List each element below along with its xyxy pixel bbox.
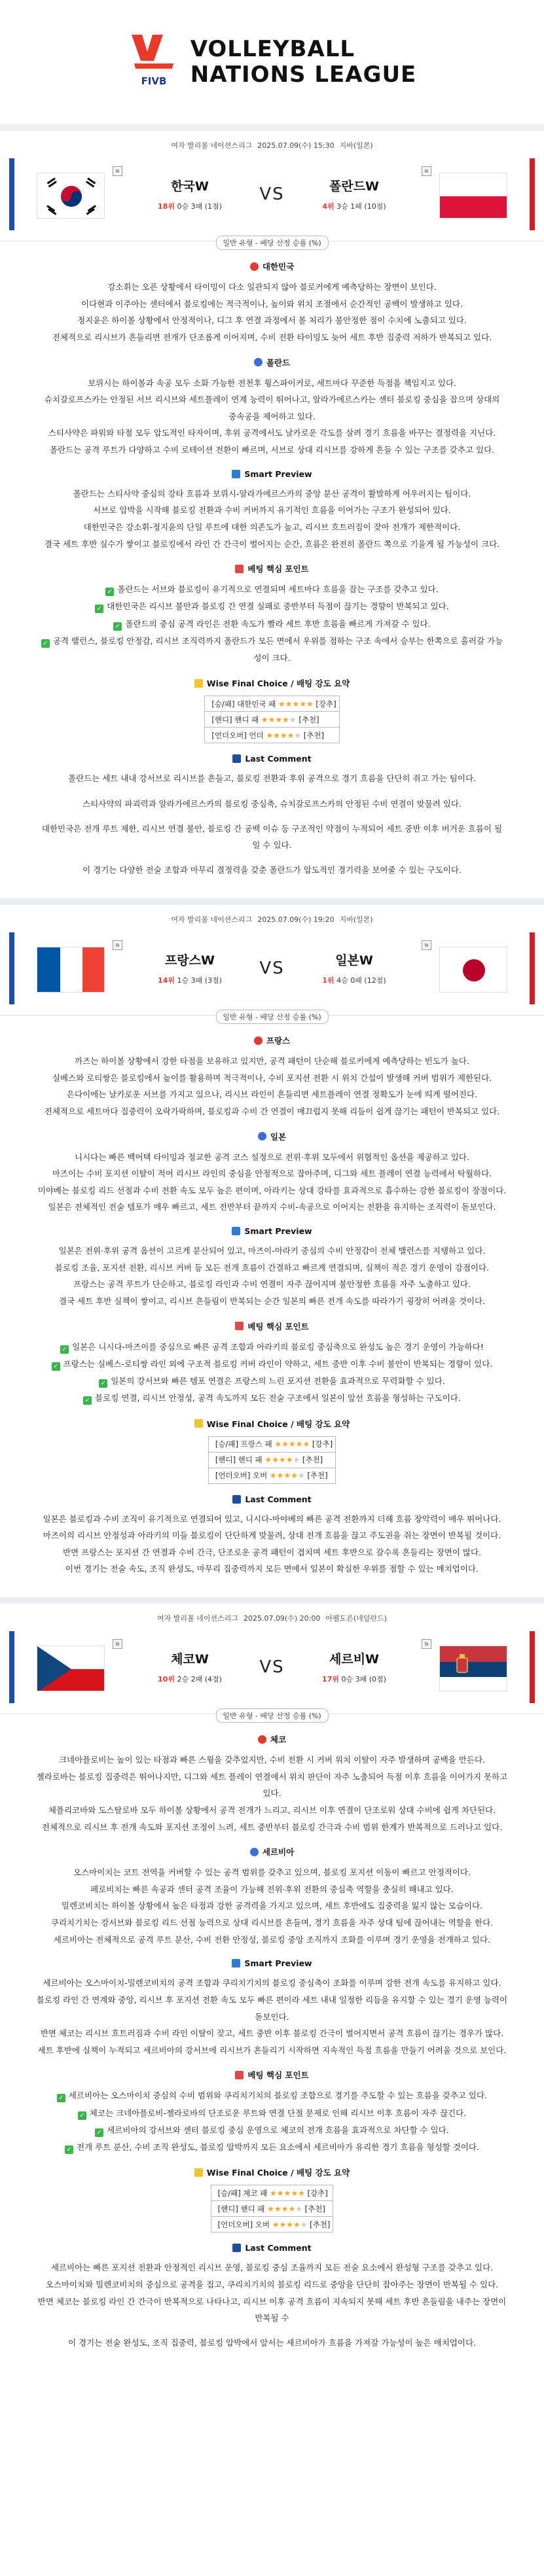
point-line: 일본의 강서브와 빠른 템포 연결은 프랑스의 느린 포지션 전환을 효과적으로 무력화할 수 있다. (111, 1376, 445, 1386)
check-icon: ✓ (95, 2128, 103, 2137)
comment-line: 이 경기는 전술 완성도, 조직 집중력, 블로킹 압박에서 앞서는 세르비아가 흐름을 가져갈 가능성이 높은 매치업이다. (68, 2338, 476, 2348)
away-team[interactable] (282, 951, 426, 985)
analysis-line: 체플리코바와 도스탈로바 모두 하이볼 상황에서 공격 전개가 느리고, 리시브 이후 연결이 단조로워 상대 수비에 쉽게 차단된다. (48, 1805, 496, 1815)
choice-icon (194, 679, 203, 688)
match-list (0, 131, 544, 2352)
points-title: 베팅 핵심 포인트 (247, 2070, 309, 2081)
match-venue: 지바(일본) (339, 141, 373, 150)
away-analysis (0, 357, 544, 459)
home-analysis-title: 체코 (270, 1735, 287, 1744)
choice-key: [승/패] 프랑스 패 (215, 1439, 272, 1449)
star-icon: ★ (295, 2204, 302, 2214)
analysis-line: 중속공을 제어하고 있다. (228, 411, 316, 421)
league-name: 여자 발리볼 네이션스리그 (157, 1614, 238, 1623)
away-team-name: 폴란드W (329, 179, 380, 194)
choice-table (211, 2185, 334, 2232)
analysis-line: 니시다는 빠른 백어택 타이밍과 정교한 공격 코스 설정으로 전위·후위 모두에서 위협적인 옵션을 제공하고 있다. (75, 1152, 469, 1162)
comment-line: 스티사약의 파괴력과 알라가에르스카의 블로킹 중심축, 슈치갈로프스카의 안정된 수비 연결이 맞물려 있다. (82, 798, 462, 809)
away-record: 0승 3패 (0점) (341, 1675, 386, 1684)
separator (0, 1597, 544, 1604)
choice-key: [언더오버] 언더 (211, 730, 264, 740)
table-row (211, 2217, 333, 2232)
analysis-line: 실베스와 로티쌍은 블로킹에서 높이를 활용하며 적극적이나, 수비 포지션 전환 시 위치 간섭이 발생해 커버 범위가 제한된다. (52, 1072, 492, 1083)
star-icon: ★ (276, 2188, 284, 2198)
svg-text:FIVB: FIVB (141, 75, 167, 87)
star-icon: ★ (295, 1439, 303, 1449)
analysis-line: 강소휘는 오픈 상황에서 타이밍이 다소 일관되지 않아 블로커에게 예측당하는 장면이 보인다. (107, 282, 437, 292)
check-icon: ✓ (105, 588, 114, 596)
choice-tag: [추천] (310, 2219, 331, 2229)
home-analysis (0, 1733, 544, 1835)
preview-icon (232, 1959, 240, 1967)
star-icon: ★ (261, 715, 268, 724)
comment-title: Last Comment (245, 2243, 312, 2253)
analysis-line: 마즈이는 수비 포지션 이탈이 적어 리시브 라인의 중심을 안정적으로 잡아주며, 디그와 세트 플레이 연결 능력에서 탁월하다. (52, 1169, 492, 1179)
star-icon: ★ (283, 2188, 291, 2198)
analysis-line: 젤라로바는 블로킹 집중력은 뛰어나지만, 디그와 세트 플레이 연결에서 위치 판단이 자주 노출되어 득점 이후 흐름을 이어가지 못하고 있다. (36, 1771, 508, 1799)
star-icon: ★ (287, 730, 295, 740)
away-team[interactable] (282, 1650, 426, 1684)
smart-preview (0, 469, 544, 553)
comment-icon (232, 754, 241, 763)
away-analysis (0, 1846, 544, 1948)
analysis-line: 슈치갈로프스카는 안정된 서브 리시브와 세트플레이 연계 능력이 뛰어나고, 알라가에르스카는 센터 블로킹 중심을 잡으며 상대의 (44, 395, 500, 405)
away-team-name: 세르비W (329, 1652, 380, 1667)
preview-line: 서브로 압박을 시작해 블로킹 전환과 수비 커버까지 유기적인 흐름을 이어가는 구조가 완성되어 있다. (93, 505, 451, 516)
match-date: 2025.07.09(수) 15:30 (257, 141, 335, 150)
choice-tag: [추천] (299, 715, 319, 724)
vs-label: VS (259, 185, 285, 204)
star-icon: ★ (270, 2188, 277, 2198)
choice-key: [언더오버] 오버 (215, 1471, 268, 1480)
star-icon: ★ (288, 1439, 296, 1449)
point-line: 체코는 크네아플로비-젤라로바의 단조로운 루트와 연결 단절 문제로 인해 리시브 이후 흐름이 자주 끊긴다. (89, 2108, 467, 2118)
comment-line: 반면 프랑스는 포지션 간 연결과 수비 간극, 단조로운 공격 패턴이 겹치며 세트 후반으로 갈수록 흔들리는 장면이 많다. (62, 1547, 482, 1557)
point-line: 전개 루트 분산, 수비 조직 완성도, 블로킹 압박까지 모든 요소에서 세르비아가 유리한 경기 흐름을 형성할 것이다. (77, 2142, 479, 2153)
odds-pill (0, 1015, 544, 1024)
star-icon: ★ (293, 2219, 300, 2229)
comment-line (33, 787, 511, 796)
star-icon: ★ (291, 2188, 299, 2198)
betting-points (0, 563, 544, 667)
away-rank: 1위 (322, 976, 335, 985)
team-icon (258, 1735, 266, 1744)
team-icon (254, 1036, 263, 1045)
choice-tag: [추천] (302, 1455, 323, 1464)
match-venue: 아펠도른(네덜란드) (325, 1614, 387, 1623)
choice-title: Wise Final Choice / 배팅 강도 요약 (206, 679, 350, 689)
comment-title: Last Comment (245, 754, 312, 764)
away-record: 4승 0패 (12점) (336, 976, 386, 985)
away-team-name: 일본W (335, 953, 373, 968)
star-icon: ★ (273, 730, 280, 740)
choice-key: [언더오버] 오버 (217, 2219, 270, 2229)
vs-label: VS (259, 959, 285, 978)
check-icon: ✓ (52, 1362, 60, 1371)
home-badge-icon: ⧉ (113, 1639, 122, 1649)
away-analysis (0, 1131, 544, 1216)
vnl-logo-text (190, 37, 417, 88)
preview-icon (232, 1227, 240, 1235)
point-icon (235, 565, 244, 573)
points-title: 베팅 핵심 포인트 (247, 564, 309, 574)
choice-tag: [강추] (312, 1439, 333, 1449)
league-name: 여자 발리볼 네이션스리그 (171, 915, 253, 924)
choice-key: [핸디] 핸디 패 (211, 715, 259, 724)
betting-points (0, 2069, 544, 2156)
table-row (211, 2201, 333, 2217)
star-icon: ★ (285, 699, 293, 709)
star-icon: ★ (267, 2204, 274, 2214)
comment-icon (232, 2244, 241, 2252)
analysis-line: 보뤼시는 하이볼과 속공 모두 소화 가능한 전천후 윙스파이커로, 세트마다 꾸준한 득점을 책임지고 있다. (88, 378, 456, 388)
check-icon: ✓ (113, 622, 122, 631)
comment-line: 이 경기는 다양한 전술 조합과 마무리 결정력을 갖춘 폴란드가 압도적인 경기력을 보여줄 수 있는 구도이다. (82, 865, 462, 875)
star-icon: ★ (297, 1471, 305, 1480)
home-badge-icon: ⧉ (113, 940, 122, 950)
match-venue: 지바(일본) (339, 915, 373, 924)
choice-key: [승/패] 대한민국 패 (211, 699, 276, 709)
analysis-line: 전체적으로 세트마다 집중력이 오락가락하며, 블로킹과 수비 간 연결이 매끄럽지 못해 리듬이 쉽게 끊기는 패턴이 반복되고 있다. (44, 1106, 500, 1116)
odds-pill (0, 241, 544, 250)
comment-line: 이번 경기는 전술 속도, 조직 완성도, 마무리 집중력까지 모든 면에서 일본이 확실한 우위를 점할 수 있는 매치업이다. (65, 1564, 479, 1574)
comment-line (33, 812, 511, 820)
check-icon: ✓ (60, 1345, 69, 1354)
star-icon: ★ (266, 730, 274, 740)
separator (0, 898, 544, 905)
star-icon: ★ (268, 715, 276, 724)
preview-title: Smart Preview (244, 1958, 312, 1969)
point-icon (235, 2071, 244, 2079)
point-line: 폴란드는 서브와 블로킹이 유기적으로 연결되며 세트마다 흐름을 잡는 구조를 갖추고 있다. (117, 584, 439, 595)
comment-line: 세르비아는 빠른 포지션 전환과 안정적인 리시브 운영, 블로킹 중심 조율까지 모든 전술 요소에서 완성형 구조를 갖추고 있다. (50, 2263, 494, 2273)
choice-tag: [추천] (303, 730, 324, 740)
analysis-line: 전체적으로 리시브가 흔들리면 전개가 단조롭게 이어지며, 수비 전환 타이밍도 늦어 세트 후반 집중력 저하가 반복되고 있다. (52, 332, 492, 342)
point-line: 공격 밸런스, 블로킹 안정감, 리시브 조직력까지 폴란드가 모든 면에서 우위를 점하는 구조 속에서 승부는 한쪽으로 흘러갈 가능성이 크다. (52, 635, 503, 663)
analysis-line: 폴란드는 공격 루트가 다양하고 수비 로테이션 전환이 빠르며, 서브로 상대 리시브를 강하게 흔들 수 있는 구조를 갖추고 있다. (49, 445, 495, 455)
star-icon: ★ (279, 2219, 287, 2229)
analysis-line: 스티사약은 파워와 타점 모두 압도적인 타자이며, 후위 공격에서도 날카로운 각도를 살려 경기 흐름을 바꾸는 결정력을 지닌다. (48, 428, 496, 438)
table-row (205, 728, 339, 743)
check-icon: ✓ (78, 2111, 86, 2120)
star-icon: ★ (269, 1471, 277, 1480)
choice-tag: [강추] (316, 699, 336, 709)
table-row (208, 1436, 335, 1452)
match-meta (0, 140, 544, 150)
away-badge-icon: ⧉ (422, 940, 431, 950)
star-icon: ★ (299, 699, 306, 709)
final-choice (0, 2166, 544, 2232)
choice-title: Wise Final Choice / 배팅 강도 요약 (206, 1419, 350, 1429)
team-icon (254, 358, 263, 366)
away-record: 3승 1패 (10점) (336, 202, 386, 211)
star-icon: ★ (294, 730, 302, 740)
choice-tag: [추천] (307, 1471, 328, 1480)
analysis-line: 이다현과 이주아는 센터에서 블로킹에는 적극적이나, 높이와 위치 조절에서 순간적인 공백이 발생하고 있다. (81, 298, 463, 309)
point-line: 대한민국은 리시브 불안과 블로킹 간 연결 실패로 중반부터 득점이 끊기는 경향이 반복되고 있다. (107, 601, 449, 612)
star-icon: ★ (281, 2204, 289, 2214)
star-icon: ★ (300, 2219, 308, 2229)
star-icon: ★ (278, 1455, 286, 1464)
star-icon: ★ (298, 2188, 305, 2198)
preview-line: 세르비아는 오스마이치-밀렌코비치의 공격 조합과 쿠리치기치의 블로킹 중심축이 조화를 이루며 강한 전개 속도를 유지하고 있다. (43, 1978, 501, 1988)
teams-row (0, 931, 544, 1003)
site-header (0, 0, 544, 124)
choice-table (204, 696, 339, 743)
teams-row (0, 1630, 544, 1702)
home-team-name: 체코W (171, 1652, 209, 1667)
match-card (0, 131, 544, 879)
star-icon: ★ (272, 2219, 280, 2229)
logo-line-1: VOLLEYBALL (190, 35, 355, 62)
choice-key: [승/패] 체코 패 (217, 2188, 268, 2198)
choice-tag: [강추] (307, 2188, 328, 2198)
smart-preview (0, 1958, 544, 2058)
preview-line: 대한민국은 강소휘-정지윤의 단일 루트에 대한 의존도가 높고, 리시브 흐트러짐이 잦아 전개가 제한적이다. (83, 521, 461, 532)
preview-line: 결국 세트 후반 실수가 쌓이고 블로킹에서 라인 간 간극이 벌어지는 순간, 흐름은 완전히 폴란드 쪽으로 기울게 될 가능성이 크다. (44, 538, 500, 549)
team-icon (250, 262, 259, 271)
star-icon: ★ (264, 1455, 272, 1464)
analysis-line: 세르비아는 전체적으로 공격 루트 분산, 수비 전환 안정성, 블로킹 중앙 조직까지 조화를 이루며 경기 운영을 전개하고 있다. (53, 1934, 491, 1945)
star-icon: ★ (275, 715, 283, 724)
league-name: 여자 발리볼 네이션스리그 (171, 141, 253, 150)
choice-title: Wise Final Choice / 배팅 강도 요약 (206, 2168, 350, 2178)
point-line: 블로킹 연결, 리시브 안정성, 공격 속도까지 모든 전술 구조에서 일본이 앞선 흐름을 형성하는 구도이다. (95, 1393, 461, 1403)
last-comment (0, 754, 544, 879)
star-icon: ★ (293, 1455, 300, 1464)
star-icon: ★ (292, 699, 300, 709)
separator (0, 124, 544, 131)
odds-pill (0, 1714, 544, 1723)
preview-line: 폴란드는 스티사약 중심의 강타 흐름과 보뤼시-알라가에르스카의 중앙 분산 공격이 활발하게 어우러지는 팀이다. (73, 488, 471, 499)
away-analysis-title: 일본 (270, 1131, 287, 1142)
point-icon (235, 1322, 244, 1330)
choice-key: [핸디] 핸디 패 (215, 1455, 263, 1464)
check-icon: ✓ (99, 1379, 107, 1388)
team-icon (250, 1848, 259, 1856)
preview-line: 반면 체코는 리시브 흐트러짐과 수비 라인 이탈이 잦고, 세트 중반 이후 블로킹 간극이 벌어지면서 공격 흐름이 끊기는 경우가 많다. (40, 2028, 504, 2039)
preview-line: 일본은 전위·후위 공격 옵션이 고르게 분산되어 있고, 마즈이-아라키 중심의 수비 안정감이 전체 밸런스를 지탱하고 있다. (58, 1246, 486, 1256)
home-team-name: 한국W (171, 179, 209, 194)
home-analysis (0, 260, 544, 346)
check-icon: ✓ (83, 1396, 92, 1405)
away-analysis-title: 폴란드 (266, 357, 291, 368)
check-icon: ✓ (57, 2094, 65, 2102)
comment-line: 일본은 블로킹과 수비 조직이 유기적으로 연결되어 있고, 니시다-마야베의 빠른 공격 전환까지 더해 흐름 장악력이 매우 뛰어나다. (43, 1513, 501, 1524)
analysis-line: 전체적으로 리시브 후 전개 속도와 포지션 조정이 느려, 세트 중반부터 블로킹 간극과 수비 범위 한계가 반복적으로 드러나고 있다. (41, 1822, 503, 1832)
choice-tag: [추천] (304, 2204, 325, 2214)
star-icon: ★ (282, 715, 289, 724)
star-icon: ★ (278, 699, 285, 709)
last-comment (0, 1494, 544, 1578)
comment-line (33, 854, 511, 862)
home-analysis-title: 대한민국 (262, 262, 295, 272)
home-record: 2승 2패 (4점) (177, 1675, 222, 1684)
home-team-name: 프랑스W (164, 953, 215, 968)
star-icon: ★ (274, 1439, 282, 1449)
star-icon: ★ (306, 699, 314, 709)
smart-preview (0, 1226, 544, 1310)
analysis-line: 은다이에는 날카로운 서브를 가지고 있으나, 리시브 라인이 흔들리면 세트플레이 연결 정확도가 눈에 띄게 떨어진다. (66, 1089, 478, 1100)
away-team[interactable] (282, 177, 426, 211)
home-rank: 14위 (158, 976, 175, 985)
point-line: 세르비아는 오스마이치 중심의 수비 범위와 쿠리치기치의 블로킹 조합으로 경기를 주도할 수 있는 흐름을 갖추고 있다. (68, 2091, 488, 2101)
star-icon: ★ (283, 1471, 291, 1480)
analysis-line: 일본은 전체적인 전술 템포가 매우 빠르고, 세트 전반부터 끝까지 수비-속공으로 이어지는 전환을 유지하는 조직력이 돋보인다. (48, 1202, 496, 1212)
team-icon (258, 1132, 266, 1140)
teams-row (0, 157, 544, 229)
odds-pill-label[interactable]: 일반 유형 - 배당 산정 승률 (%) (215, 236, 328, 250)
away-analysis-title: 세르비아 (262, 1847, 295, 1858)
star-icon: ★ (280, 730, 287, 740)
comment-icon (232, 1495, 241, 1504)
star-icon: ★ (281, 1439, 289, 1449)
check-icon: ✓ (95, 605, 103, 613)
analysis-line: 까즈는 하이볼 상황에서 강한 타점을 보유하고 있지만, 공격 패턴이 단순해 블로커에게 예측당하는 빈도가 높다. (75, 1056, 469, 1066)
table-row (205, 696, 339, 712)
preview-line: 결국 세트 후반 실책이 쌓이고, 리시브 흔들림이 반복되는 순간 일본의 빠른 전개 속도를 따라가기 굉장히 어려울 것이다. (58, 1296, 486, 1306)
home-analysis-title: 프랑스 (266, 1036, 291, 1046)
away-rank: 17위 (322, 1675, 339, 1684)
comment-line: 일 수 있다. (252, 840, 292, 851)
table-row (205, 712, 339, 728)
away-badge-icon: ⧉ (422, 166, 431, 176)
point-line: 일본은 니시다-마즈이를 중심으로 빠른 공격 조합과 아라키의 블로킹 중심축으로 완성도 높은 경기 운영이 가능하다! (72, 1341, 484, 1352)
comment-line: 대한민국은 전개 루트 제한, 리시브 연결 불안, 블로킹 간 공백 이슈 등 구조적인 약점이 누적되어 세트 중반 이후 버거운 흐름이 될 (41, 823, 503, 834)
odds-pill-label[interactable]: 일반 유형 - 배당 산정 승률 (%) (215, 1708, 328, 1723)
preview-line: 블로킹 조율, 포지션 전환, 리시브 커버 등 모든 전개 흐름이 간결하고 빠르게 연결되며, 실책이 적은 경기 운영이 강점이다. (54, 1262, 490, 1273)
table-row (208, 1468, 335, 1483)
star-icon: ★ (288, 2204, 296, 2214)
point-line: 프랑스는 실베스-로티쌍 라인 외에 구조적 블로킹 커버 라인이 약하고, 세트 중반 이후 수비 불안이 반복되는 경향이 있다. (63, 1358, 493, 1369)
comment-title: Last Comment (245, 1494, 312, 1504)
table-row (211, 2185, 333, 2201)
home-analysis (0, 1034, 544, 1120)
analysis-line: 페로비치는 빠른 속공과 센터 공격 조율이 가능해 전위·후위 전환의 중심축 역할을 충실히 해내고 있다. (90, 1884, 454, 1894)
star-icon: ★ (286, 2219, 293, 2229)
logo-line-2: NATIONS LEAGUE (190, 62, 417, 88)
final-choice (0, 1418, 544, 1484)
vs-label: VS (259, 1657, 285, 1677)
away-rank: 4위 (322, 202, 335, 211)
choice-icon (194, 1419, 203, 1428)
preview-line: 프랑스는 공격 루트가 단순하고, 블로킹 라인과 수비 연결이 자주 끊어지며 불안정한 흐름을 자주 노출하고 있다. (73, 1279, 471, 1290)
home-record: 0승 3패 (1점) (177, 202, 222, 211)
last-comment (0, 2243, 544, 2352)
preview-line: 세트 후반에 실책이 누적되고 세르비아의 강서브에 리시브가 흔들리기 시작하면 지속적인 득점 흐름을 만들기 어려울 것으로 보인다. (37, 2045, 507, 2055)
choice-table (208, 1436, 336, 1484)
comment-line: 오스마이치와 밀렌코비치의 중심으로 공격을 집고, 쿠리치기치의 블로킹 리드로 중앙을 단단히 잡아주는 장면이 반복될 수 있다. (45, 2280, 499, 2289)
points-title: 베팅 핵심 포인트 (247, 1321, 309, 1332)
preview-line: 블로킹 라인 간 연계와 중앙, 리시브 후 포지션 전환 속도 모두 빠른 편이라 세트 내내 일정한 리듬을 유지할 수 있는 경기 운영 능력이 돋보인다. (36, 1994, 508, 2022)
analysis-line: 크네아플로비는 높이 있는 타점과 빠른 스윙을 갖추었지만, 수비 전환 시 커버 위치 이탈이 자주 발생하며 공백을 만든다. (58, 1755, 486, 1765)
comment-line: 반면 체코는 블로킹 라인 간 간극이 반복적으로 나타나고, 리시브 이후 공격 흐름이 지속되지 못해 세트 후반 흔들림을 내주는 장면이 반복될 수 (37, 2296, 507, 2323)
match-card (0, 1604, 544, 2352)
check-icon: ✓ (41, 639, 50, 648)
star-icon: ★ (289, 715, 297, 724)
table-row (208, 1452, 335, 1468)
match-meta (0, 914, 544, 925)
preview-title: Smart Preview (244, 1226, 312, 1236)
odds-pill-label[interactable]: 일반 유형 - 배당 산정 승률 (%) (215, 1010, 328, 1024)
match-date: 2025.07.09(수) 19:20 (257, 915, 335, 924)
star-icon: ★ (272, 1455, 279, 1464)
home-badge-icon: ⧉ (113, 166, 122, 176)
analysis-line: 밀렌코비치는 하이볼 상황에서 높은 타점과 강한 공격력을 가지고 있으며, 세트 후반에도 집중력을 잃지 않는 모습이다. (61, 1901, 483, 1911)
star-icon: ★ (285, 1455, 293, 1464)
point-line: 폴란드의 중심 공격 라인은 전환 속도가 빨라 세트 후반 흐름을 빠르게 가져갈 수 있다. (125, 618, 431, 629)
home-rank: 10위 (158, 1675, 175, 1684)
point-line: 세르비아의 강서브와 센터 블로킹 중심 운영으로 체코의 전개 흐름을 효과적으로 차단할 수 있다. (107, 2125, 449, 2135)
home-rank: 18위 (158, 202, 175, 211)
star-icon: ★ (276, 1471, 284, 1480)
analysis-line: 쿠리치기치는 강서브와 블로킹 리드 선점 능력으로 상대 리시브를 흔들며, 경기 흐름을 자주 상대 팀에 끊어내는 역할을 한다. (50, 1918, 494, 1928)
star-icon: ★ (291, 1471, 298, 1480)
match-date: 2025.07.09(수) 20:00 (243, 1614, 321, 1623)
star-icon: ★ (302, 1439, 310, 1449)
analysis-line: 오스마이치는 코트 전역을 커버할 수 있는 공격 범위를 갖추고 있으며, 블로킹 포지션 이동이 빠르고 안정적이다. (73, 1867, 471, 1878)
choice-key: [핸디] 핸디 패 (217, 2204, 265, 2214)
star-icon: ★ (274, 2204, 281, 2214)
match-meta (0, 1613, 544, 1623)
home-record: 1승 3패 (3점) (177, 976, 222, 985)
analysis-line: 정지윤은 하이볼 상황에서 안정적이나, 디그 후 연결 과정에서 볼 처리가 불안정한 점이 수치에 노출되고 있다. (77, 315, 467, 326)
final-choice (0, 677, 544, 743)
analysis-line: 미야베는 블로킹 리드 선점과 수비 전환 속도 모두 높은 편이며, 아라키는 상대 강타를 효과적으로 흡수하는 강한 블로킹이 장점이다. (37, 1185, 507, 1195)
away-badge-icon: ⧉ (422, 1639, 431, 1649)
vnl-logo (128, 29, 180, 95)
preview-title: Smart Preview (244, 468, 312, 479)
choice-icon (194, 2168, 203, 2177)
match-card (0, 905, 544, 1578)
check-icon: ✓ (65, 2145, 73, 2154)
comment-line: 폴란드는 세트 내내 강서브로 리시브를 흔들고, 블로킹 전환과 후위 공격으로 경기 흐름을 단단히 쥐고 가는 팀이다. (68, 773, 476, 784)
comment-line: 마즈이의 리시브 안정성과 아라키의 미들 블로킹이 단단하게 맞물려, 상대 전개 흐름을 끊고 주도권을 쥐는 장면이 반복될 것이다. (43, 1530, 501, 1541)
comment-line (33, 2327, 511, 2335)
preview-icon (232, 470, 240, 478)
betting-points (0, 1320, 544, 1407)
